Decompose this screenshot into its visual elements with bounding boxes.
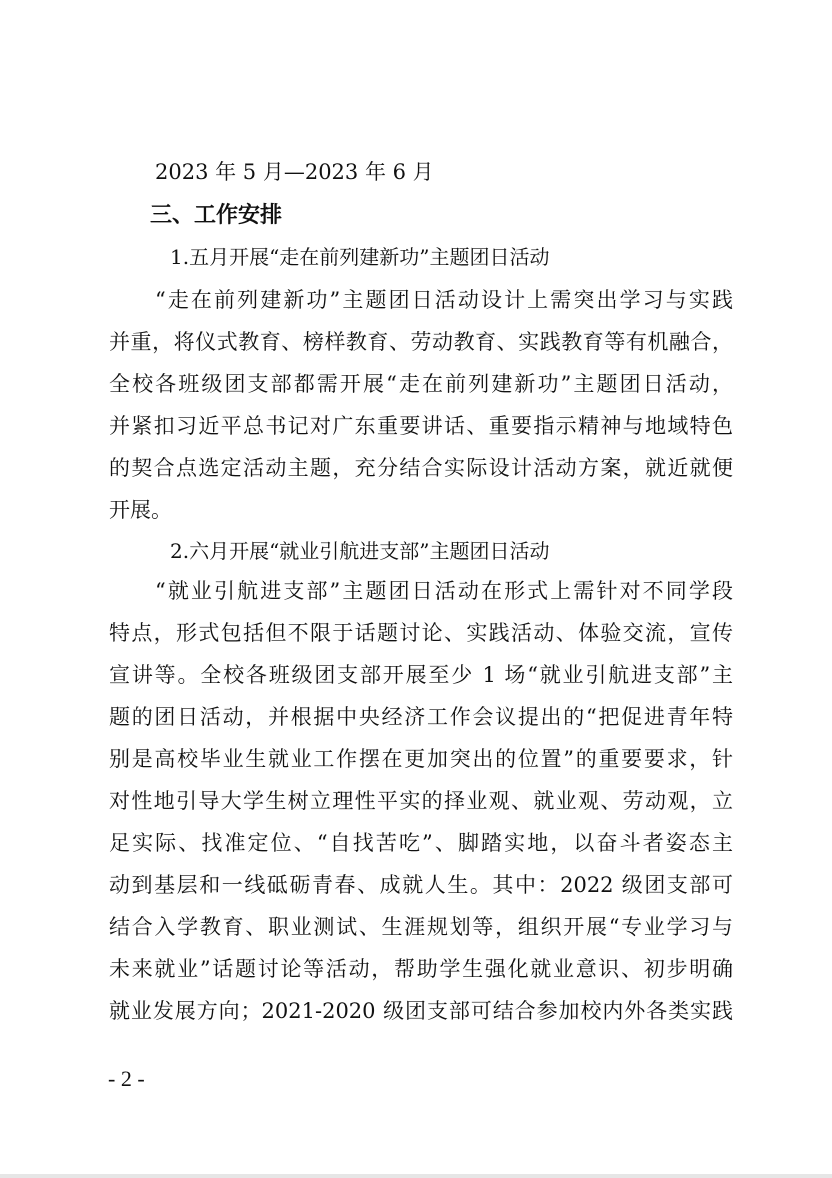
paragraph-line: 宣讲等。全校各班级团支部开展至少 1 场“就业引航进支部”主 bbox=[109, 663, 733, 687]
paragraph-line: 并紧扣习近平总书记对广东重要讲话、重要指示精神与地域特色 bbox=[109, 414, 733, 438]
paragraph-line: “就业引航进支部”主题团日活动在形式上需针对不同学段 bbox=[155, 579, 733, 603]
page-number: - 2 - bbox=[108, 1066, 145, 1091]
page-bottom-edge bbox=[0, 1174, 832, 1178]
paragraph-line: 开展。 bbox=[109, 498, 172, 522]
section-title: 三、工作安排 bbox=[150, 203, 283, 228]
paragraph-line: 未来就业”话题讨论等活动，帮助学生强化就业意识、初步明确 bbox=[109, 957, 733, 981]
item1-heading: 1.五月开展“走在前列建新功”主题团日活动 bbox=[170, 245, 550, 269]
paragraph-line: 全校各班级团支部都需开展“走在前列建新功”主题团日活动， bbox=[109, 372, 733, 396]
paragraph-line: 就业发展方向；2021-2020 级团支部可结合参加校内外各类实践 bbox=[109, 999, 733, 1023]
date-range: 2023 年 5 月—2023 年 6 月 bbox=[155, 160, 434, 184]
paragraph-line: 别是高校毕业生就业工作摆在更加突出的位置”的重要要求，针 bbox=[109, 747, 733, 771]
paragraph-line: 题的团日活动，并根据中央经济工作会议提出的“把促进青年特 bbox=[109, 705, 733, 729]
paragraph-line: 的契合点选定活动主题，充分结合实际设计活动方案，就近就便 bbox=[109, 456, 733, 480]
paragraph-line: 结合入学教育、职业测试、生涯规划等，组织开展“专业学习与 bbox=[109, 915, 733, 939]
paragraph-line: 特点，形式包括但不限于话题讨论、实践活动、体验交流，宣传 bbox=[109, 621, 733, 645]
paragraph-line: 动到基层和一线砥砺青春、成就人生。其中：2022 级团支部可 bbox=[109, 873, 733, 897]
paragraph-line: 并重，将仪式教育、榜样教育、劳动教育、实践教育等有机融合， bbox=[109, 330, 733, 354]
paragraph-line: 对性地引导大学生树立理性平实的择业观、就业观、劳动观，立 bbox=[109, 789, 733, 813]
paragraph-line: “走在前列建新功”主题团日活动设计上需突出学习与实践 bbox=[155, 288, 733, 312]
item2-heading: 2.六月开展“就业引航进支部”主题团日活动 bbox=[170, 539, 550, 563]
paragraph-line: 足实际、找准定位、“自找苦吃”、脚踏实地，以奋斗者姿态主 bbox=[109, 831, 733, 855]
